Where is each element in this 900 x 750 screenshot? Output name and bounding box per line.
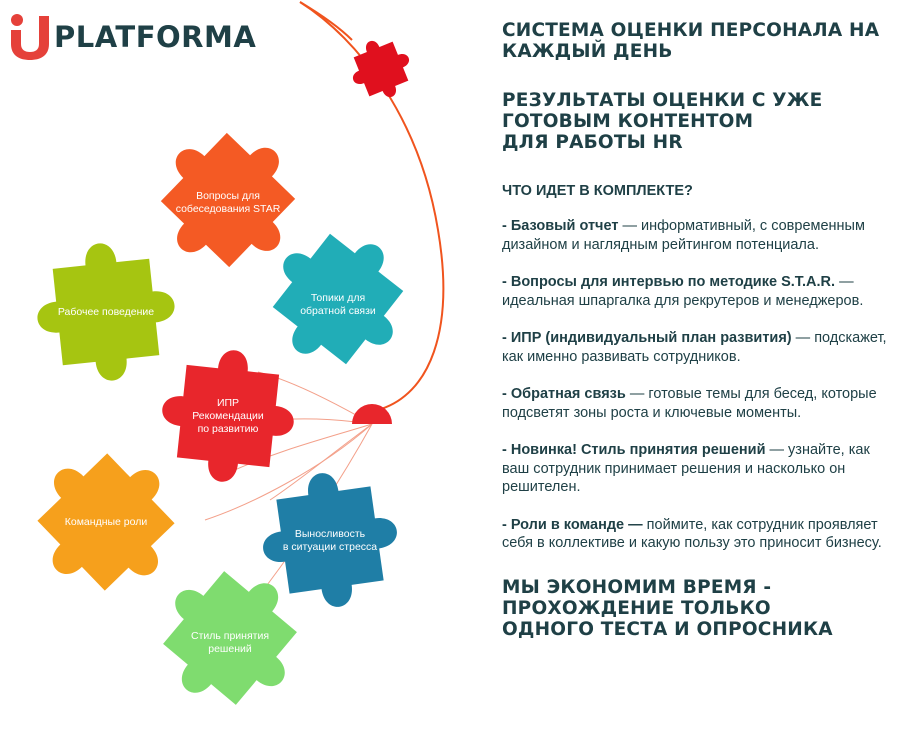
puzzle-piece-label: Вопросы для собеседования STAR — [175, 190, 281, 215]
main-heading: СИСТЕМА ОЦЕНКИ ПЕРСОНАЛА НА КАЖДЫЙ ДЕНЬ — [502, 20, 880, 62]
puzzle-piece-label: Топики для обратной связи — [300, 292, 376, 317]
kit-title: ЧТО ИДЕТ В КОМПЛЕКТЕ? — [502, 183, 693, 199]
logo-mark-icon — [10, 12, 50, 60]
feature-item: - Базовый отчет — информативный, с современным дизайном и наглядным рейтингом потенциала. — [502, 218, 865, 253]
brand-name: PLATFORMA — [54, 20, 257, 54]
puzzle-piece-label: Стиль принятия решений — [190, 630, 270, 655]
feature-item: - Обратная связь — готовые темы для бесед, которые подсветят зоны роста и ключевые моменты. — [502, 386, 877, 421]
closing-heading: МЫ ЭКОНОМИМ ВРЕМЯ - ПРОХОЖДЕНИЕ ТОЛЬКО ОДНОГО ТЕСТА И ОПРОСНИКА — [502, 576, 833, 640]
content-column — [502, 20, 892, 640]
feature-item: - Вопросы для интервью по методике S.T.A.R. — идеальная шпаргалка для рекрутеров и менеджеров. — [502, 274, 864, 309]
puzzle-piece-label: ИПР Рекомендации по развитию — [192, 397, 264, 435]
puzzle-piece-label: Выносливость в ситуации стресса — [282, 528, 378, 553]
feature-item: - ИПР (индивидуальный план развития) — подскажет, как именно развивать сотрудников. — [502, 330, 887, 365]
feature-list — [502, 217, 892, 553]
brand-logo — [10, 12, 256, 60]
feature-item: - Новинка! Стиль принятия решений — узнайте, как ваш сотрудник принимает решения и насколько он решителен. — [502, 442, 870, 495]
feature-item: - Роли в команде — поймите, как сотрудник проявляет себя в коллективе и какую пользу это приносит бизнесу. — [502, 516, 882, 551]
puzzle-piece-top — [342, 30, 420, 108]
puzzle-piece-label: Командные роли — [64, 516, 148, 528]
puzzle-piece-label: Рабочее поведение — [57, 306, 155, 318]
sub-heading: РЕЗУЛЬТАТЫ ОЦЕНКИ С УЖЕ ГОТОВЫМ КОНТЕНТОМ ДЛЯ РАБОТЫ HR — [502, 90, 823, 153]
